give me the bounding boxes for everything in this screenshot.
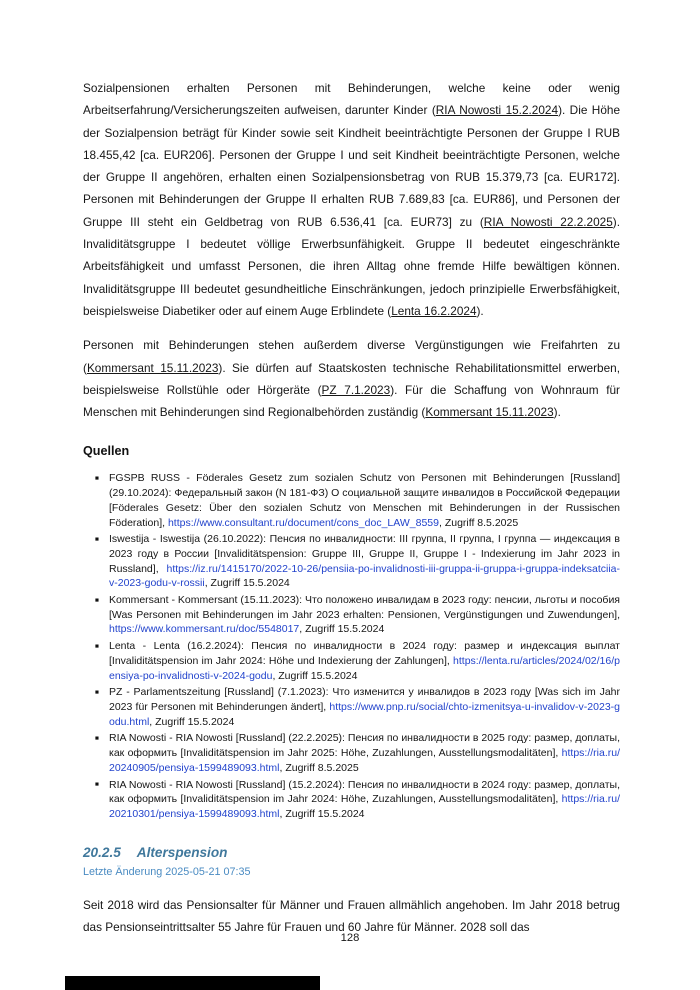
citation-ref[interactable]: RIA Nowosti 15.2.2024	[435, 103, 559, 118]
text-segment: Seit 2018 wird das Pensionsalter für Männer und Frauen allmählich angehoben. Im Jahr 2018 betrug das Pensionseintrittsalter 55 Jahre für Frauen und 60 Jahre für Männer. 2028 soll das	[83, 897, 620, 934]
text-segment: , Zugriff 15.5.2024	[279, 807, 365, 820]
text-segment: ). Für die Schaffung von Wohnraum für Menschen mit Behinderungen sind Regionalbehörden zuständig (	[83, 382, 620, 420]
hyperlink[interactable]: https://lenta.ru/articles/2024/02/16/pensiya-po-invalidnosti-v-2024-godu	[109, 654, 620, 682]
hyperlink[interactable]: https://iz.ru/1415170/2022-10-26/pensiia-po-invalidnosti-iii-gruppa-ii-gruppa-i-gruppa-indeksatciia-v-2023-godu-v-rossii	[109, 562, 620, 590]
text-segment: ). Die Höhe der Sozialpension beträgt für Kinder sowie seit Kindheit beeinträchtigte Personen der Gruppe I RUB 18.455,42 [ca. EUR206]. Personen der Gruppe I und seit Kindheit beeinträchtigte Personen, welche der Gruppe II angehören, erhalten einen Sozialpensionsbetrag von RUB 15.379,73 [ca. EUR172]. Personen mit Behinderungen der Gruppe II erhalten RUB 7.689,83 [ca. EUR86], und Personen der Gruppe III steht ein Geldbetrag von RUB 6.536,41 [ca. EUR73] zu (	[83, 103, 621, 229]
citation-ref[interactable]: Lenta 16.2.2024	[391, 303, 477, 318]
citation-ref[interactable]: Kommersant 15.11.2023	[86, 360, 219, 375]
sources-list	[95, 471, 620, 821]
text-segment: ). Sie dürfen auf Staatskosten technische Rehabilitationsmittel erwerben, beispielsweise Rollstühle oder Hörgeräte (	[83, 360, 620, 397]
text-segment: , Zugriff 15.5.2024	[149, 715, 235, 728]
text-segment: Kommersant - Kommersant (15.11.2023): Что положено инвалидам в 2023 году: пенсии, льготы и пособия [Was Personen mit Behinderungen im Jahr 2023 erhalten: Pensionen, Vergünstigungen und Zuwendungen],	[109, 594, 620, 621]
text-segment: Iswestija - Iswestija (26.10.2022): Пенсия по инвалидности: III группа, II группа, I группа — индексация в 2023 году в России [Invaliditätspension: Gruppe III, Gruppe II, Gruppe I - Indexierung im Jahr 2023 in Russland],	[109, 533, 620, 575]
source-item	[95, 778, 620, 822]
text-segment: ).	[553, 405, 561, 420]
text-segment: RIA Nowosti - RIA Nowosti [Russland] (15.2.2024): Пенсия по инвалидности в 2024 году: размер, доплаты, как оформить [Invaliditätspension im Jahr 2024: Höhe, Zuzahlungen, Ausstellungsmodalitäten],	[109, 778, 620, 806]
text-segment: ). Invaliditätsgruppe I bedeutet völlige Erwerbsunfähigkeit. Gruppe II bedeutet eingeschränkte Arbeitsfähigkeit und umfasst Personen, die ihren Alltag ohne fremde Hilfe bewältigen können. Invaliditätsgruppe III bedeutet gesundheitliche Einschränkungen, jedoch prinzipielle Erwerbsfähigkeit, beispielsweise Diabetiker oder auf einem Auge Erblindete (	[83, 214, 620, 318]
hyperlink[interactable]: https://ria.ru/20210301/pensiya-1599489093.html	[109, 793, 620, 820]
sources-heading: Quellen	[83, 444, 130, 459]
text-segment: Personen mit Behinderungen stehen außerdem diverse Vergünstigungen wie Freifahrten zu (	[83, 338, 620, 375]
text-segment: , Zugriff 15.5.2024	[299, 623, 385, 636]
hyperlink[interactable]: https://www.kommersant.ru/doc/5548017	[109, 623, 300, 636]
paragraph-benefits	[83, 334, 620, 423]
source-item	[95, 532, 620, 591]
hyperlink[interactable]: https://www.pnp.ru/social/chto-izmenitsya-u-invalidov-v-2023-godu.html	[109, 701, 620, 728]
text-segment: Sozialpensionen erhalten Personen mit Behinderungen, welche keine oder wenig Arbeitserfahrung/Versicherungszeiten aufweisen, darunter Kinder (	[83, 81, 620, 118]
section-heading-alterspension	[83, 845, 620, 860]
text-segment: , Zugriff 8.5.2025	[438, 516, 519, 529]
page-content	[83, 0, 620, 938]
bottom-black-bar	[65, 976, 320, 990]
text-segment: , Zugriff 15.5.2024	[272, 669, 358, 682]
citation-ref[interactable]: PZ 7.1.2023	[321, 382, 391, 397]
section-number: 20.2.5	[83, 844, 121, 860]
text-segment: , Zugriff 8.5.2025	[279, 761, 359, 774]
citation-ref[interactable]: RIA Nowosti 22.2.2025	[483, 214, 613, 229]
source-item	[95, 471, 620, 530]
source-item	[95, 731, 620, 775]
text-segment: RIA Nowosti - RIA Nowosti [Russland] (22.2.2025): Пенсия по инвалидности в 2025 году: размер, доплаты, как оформить [Invaliditätspension im Jahr 2025: Höhe, Zuzahlungen, Ausstellungsmodalitäten],	[109, 732, 620, 760]
page-number: 128	[340, 932, 360, 944]
paragraph-social-pensions	[83, 77, 620, 322]
source-item	[95, 593, 620, 637]
source-item	[95, 685, 620, 729]
text-segment: PZ - Parlamentszeitung [Russland] (7.1.2023): Что изменится у инвалидов в 2023 году [Was sich im Jahr 2023 für Personen mit Behinderungen ändert],	[109, 686, 620, 713]
text-segment: FGSPB RUSS - Föderales Gesetz zum sozialen Schutz von Personen mit Behinderungen [Russland] (29.10.2024): Федеральный закон (N 181-ФЗ) О социальной защите инвалидов в Российской Федерации [Föderales Gesetz: Über den sozialen Schutz von Menschen mit Behinderungen in der Russischen Föderation],	[109, 472, 620, 529]
section-title: Alterspension	[136, 844, 228, 860]
citation-ref[interactable]: Kommersant 15.11.2023	[425, 405, 554, 420]
hyperlink[interactable]: https://ria.ru/20240905/pensiya-1599489093.html	[109, 747, 620, 774]
hyperlink[interactable]: https://www.consultant.ru/document/cons_doc_LAW_8559	[167, 516, 439, 529]
source-item	[95, 639, 620, 683]
last-change-timestamp: Letzte Änderung 2025-05-21 07:35	[83, 865, 251, 878]
text-segment: , Zugriff 15.5.2024	[204, 577, 290, 590]
text-segment: Lenta - Lenta (16.2.2024): Пенсия по инвалидности в 2024 году: размер и индексация выплат [Invaliditätspension im Jahr 2024: Höhe und Indexierung der Zahlungen],	[109, 640, 620, 667]
text-segment: ).	[476, 303, 484, 318]
